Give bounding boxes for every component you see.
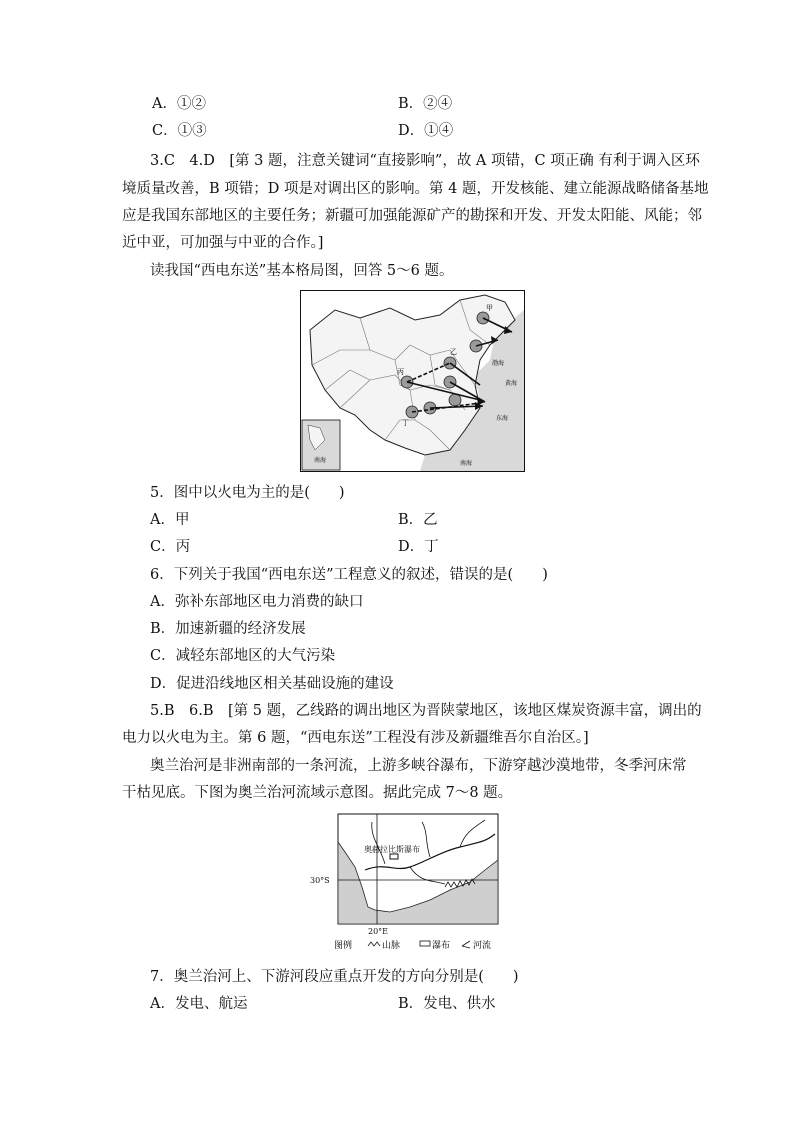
label-east-sea: 东海 (496, 415, 509, 422)
q7-option-a: A．发电、航运 (150, 996, 248, 1012)
answer-3-4-line2: 境质量改善，B 项错；D 项是对调出区的影响。第 4 题，开发核能、建立能源战略储备基地 (122, 181, 709, 197)
answer-5-6-line2: 电力以火电为主。第 6 题，“西电东送”工程没有涉及新疆维吾尔自治区。] (122, 730, 589, 746)
option-d: D．①④ (398, 123, 454, 139)
q6-option-d: D．促进沿线地区相关基础设施的建设 (150, 676, 394, 692)
legend-river: 河流 (473, 941, 492, 951)
q6-option-a: A．弥补东部地区电力消费的缺口 (150, 594, 364, 610)
label-inset-sea: 南海 (314, 457, 327, 464)
answer-3-4-line4: 近中亚，可加强与中亚的合作。] (122, 235, 324, 251)
intro-7-8-line2: 干枯见底。下图为奥兰治河流域示意图。据此完成 7～8 题。 (122, 785, 513, 801)
orange-river-svg (310, 812, 520, 954)
china-map-svg (300, 290, 525, 472)
west-east-power-map (300, 290, 525, 472)
q7-option-b: B．发电、供水 (398, 996, 496, 1012)
intro-5-6: 读我国“西电东送”基本格局图，回答 5～6 题。 (150, 263, 454, 279)
option-a: A．①② (152, 96, 206, 112)
label-bohai: 渤海 (492, 360, 505, 367)
label-yellow-sea: 黄海 (505, 380, 518, 387)
question-6: 6．下列关于我国“西电东送”工程意义的叙述，错误的是( ) (150, 567, 548, 583)
label-ding: 丁 (402, 419, 409, 427)
answer-5-6-line1: 5.B 6.B [第 5 题，乙线路的调出地区为晋陕蒙地区，该地区煤炭资源丰富，调出的 (150, 703, 702, 719)
label-bing: 丙 (397, 368, 404, 376)
intro-7-8-line1: 奥兰治河是非洲南部的一条河流，上游多峡谷瀑布，下游穿越沙漠地带，冬季河床常 (150, 758, 687, 774)
question-5: 5．图中以火电为主的是( ) (150, 485, 345, 501)
lat-label: 30°S (310, 876, 330, 885)
answer-3-4-line1: 3.C 4.D [第 3 题，注意关键词“直接影响”，故 A 项错，C 项正确 有利于调入区环 (150, 153, 700, 169)
answer-3-4-line3: 应是我国东部地区的主要任务；新疆可加强能源矿产的勘探和开发、开发太阳能、风能；邻 (122, 208, 702, 224)
option-b: B．②④ (398, 96, 453, 112)
legend-fall: 瀑布 (432, 941, 451, 951)
legend-mountain-icon (368, 942, 380, 946)
question-7: 7．奥兰治河上、下游河段应重点开发的方向分别是( ) (150, 969, 519, 985)
label-yi: 乙 (450, 348, 457, 356)
lon-label: 20°E (368, 927, 389, 936)
orange-river-map (310, 812, 520, 954)
waterfall-label: 奥赫拉比斯瀑布 (364, 845, 420, 854)
q6-option-b: B．加速新疆的经济发展 (150, 621, 306, 637)
legend-title: 图例 (334, 941, 353, 951)
q6-option-c: C．减轻东部地区的大气污染 (150, 648, 336, 664)
q5-option-b: B．乙 (398, 512, 438, 528)
option-c: C．①③ (152, 123, 207, 139)
q5-option-c: C．丙 (150, 539, 191, 555)
legend-river-icon (462, 941, 470, 948)
q5-option-d: D．丁 (398, 539, 439, 555)
label-jia: 甲 (486, 304, 493, 312)
legend-fall-icon (420, 941, 430, 946)
station-east (449, 394, 461, 406)
label-south-sea: 南海 (460, 460, 473, 467)
q5-option-a: A．甲 (150, 512, 190, 528)
legend-mountain: 山脉 (382, 941, 401, 951)
